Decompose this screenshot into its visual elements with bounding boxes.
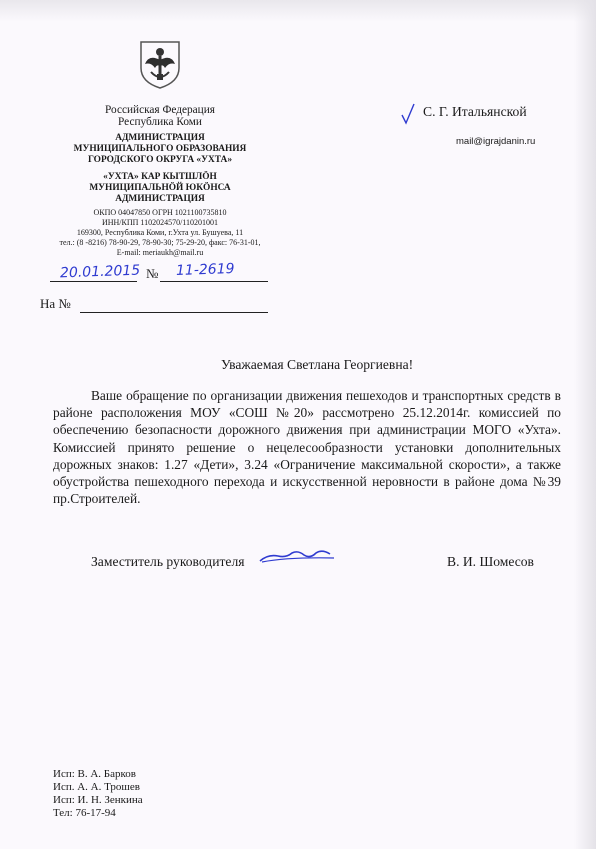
body-paragraph: Ваше обращение по организации движения пешеходов и транспортных средств в районе расположения МОУ «СОШ №20» рассмотрено 25.12.2014г. комиссией по обеспечению безопасности дорожного движения при администрации МОГО «Ухта». Комиссией принято решение о нецелесообразности установки дополнительных дорожных знаков: 1.27 «Дети», 3.24 «Ограничение максимальной скорости», а также обустройства пешеходного перехода и искусственной неровности в районе дома №39 пр.Строителей. [53,388,561,507]
header-country: Российская Федерация [105,104,215,116]
org-ru-line-1: АДМИНИСТРАЦИЯ [115,133,205,143]
requisites-line-2: ИНН/КПП 1102024570/110201001 [101,218,219,227]
letter-number: 11-2619 [175,260,235,280]
handwritten-signature [258,546,338,571]
number-underline [160,281,268,282]
ref-on-label: На № [40,296,71,311]
footer-line-2: Исп. А. А. Трошев [53,781,140,793]
requisites-line-1: ОКПО 04047850 ОГРН 1021100735810 [93,208,227,217]
footer-line-1: Исп: В. А. Барков [53,768,136,780]
recipient-name: С. Г. Итальянской [423,104,527,119]
requisites-line-3: 169300, Республика Коми, г.Ухта ул. Бушуева, 11 [76,228,244,237]
signer-name: В. И. Шомесов [447,554,534,569]
ref-on-underline [80,312,268,313]
footer-phone: Тел: 76-17-94 [53,807,116,819]
signature-title: Заместитель руководителя [91,554,245,569]
scan-shadow-top [0,0,596,22]
requisites-line-5: E-mail: meriaukh@mail.ru [116,248,204,257]
org-komi-line-3: АДМИНИСТРАЦИЯ [115,194,205,204]
recipient-email: mail@igrajdanin.ru [456,136,536,147]
org-ru-line-2: МУНИЦИПАЛЬНОГО ОБРАЗОВАНИЯ [73,144,247,154]
number-label: № [146,266,159,281]
org-komi-line-2: МУНИЦИПАЛЬНÖЙ ЮКÖНСА [89,183,231,193]
footer-line-3: Исп: И. Н. Зенкина [53,794,143,806]
date-underline [50,281,137,282]
org-ru-line-3: ГОРОДСКОГО ОКРУГА «УХТА» [87,155,233,165]
header-region: Республика Коми [118,116,202,128]
greeting: Уважаемая Светлана Георгиевна! [221,357,414,372]
checkmark-icon [401,103,415,130]
requisites-line-4: тел.: (8 -8216) 78-90-29, 78-90-30; 75-29-20, факс: 76-31-01, [59,238,261,247]
org-komi-line-1: «УХТА» КАР КЫТШЛÖН [103,172,217,182]
komi-coat-of-arms-icon [135,38,185,90]
scan-shadow-right [574,0,596,849]
letter-date: 20.01.2015 [59,262,141,282]
